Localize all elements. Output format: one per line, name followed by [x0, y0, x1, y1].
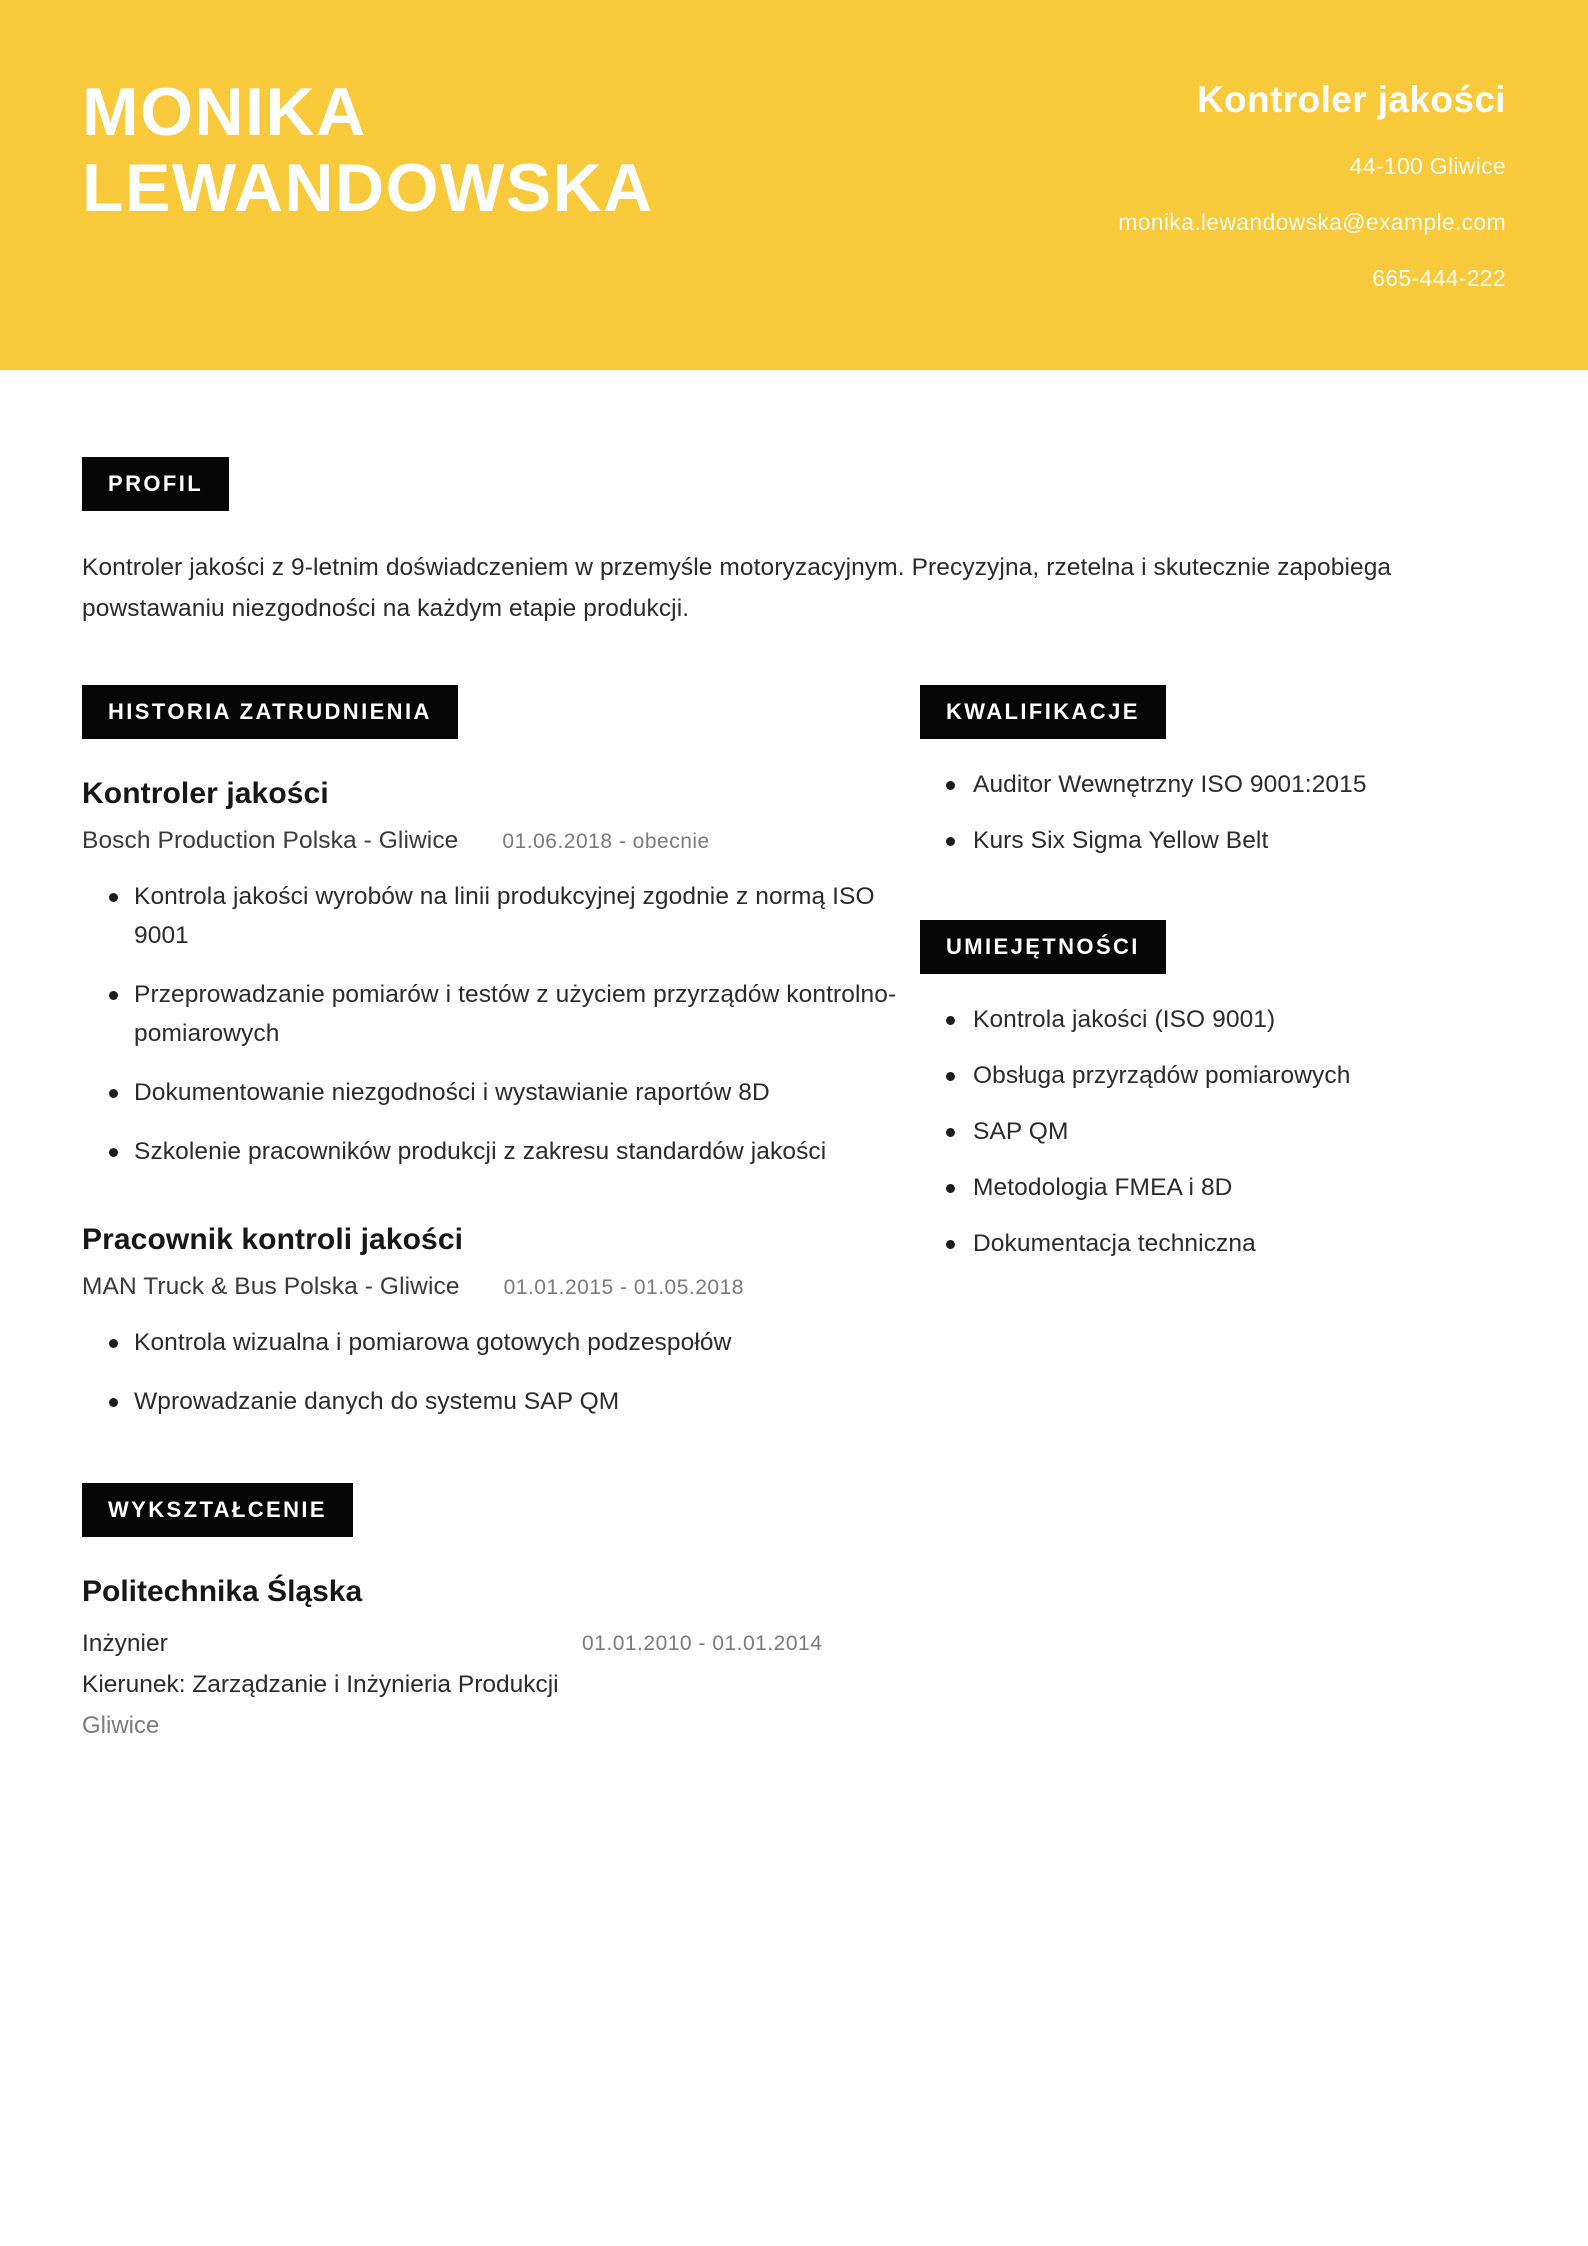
education-degree: Inżynier [82, 1630, 168, 1657]
experience-title: Pracownik kontroli jakości [82, 1223, 464, 1256]
experience-bullet-list [82, 877, 920, 1171]
section-qualifications [920, 685, 1506, 860]
name-line-last: LEWANDOWSKA [82, 150, 654, 226]
cv-content [0, 457, 1588, 1746]
contact-phone[interactable]: 665-444-222 [1372, 265, 1506, 291]
profile-text: Kontroler jakości z 9-letnim doświadczeniem w przemyśle motoryzacyjnym. Precyzyjna, rzetelna i skutecznie zapobiega powstawaniu niezgodności na każdym etapie produkcji. [82, 554, 1392, 622]
section-profile [82, 457, 1506, 629]
experience-organization: Bosch Production Polska - Gliwice [82, 827, 459, 854]
list-item: Kontrola wizualna i pomiarowa gotowych podzespołów [109, 1323, 920, 1362]
section-skills [920, 920, 1506, 1263]
job-title: Kontroler jakości [1196, 79, 1506, 120]
section-heading-education: WYKSZTAŁCENIE [82, 1483, 353, 1537]
contact-block [966, 60, 1506, 294]
candidate-name [82, 60, 654, 226]
cv-header [0, 0, 1588, 370]
experience-meta [82, 1273, 920, 1301]
list-item: Szkolenie pracowników produkcji z zakresu standardów jakości [109, 1132, 920, 1171]
education-entry [82, 1575, 920, 1746]
list-item: Metodologia FMEA i 8D [946, 1168, 1506, 1207]
list-item: Kurs Six Sigma Yellow Belt [946, 821, 1506, 860]
education-body [82, 1623, 920, 1746]
list-item: Przeprowadzanie pomiarów i testów z użyciem przyrządów kontrolno-pomiarowych [109, 975, 920, 1053]
education-date: 01.01.2010 - 01.01.2014 [582, 1632, 823, 1655]
name-line-first: MONIKA [82, 74, 367, 150]
two-column-layout [82, 685, 1506, 1746]
left-column [82, 685, 920, 1746]
section-education [82, 1483, 920, 1746]
skills-list [920, 1000, 1506, 1263]
list-item: Dokumentowanie niezgodności i wystawianie raportów 8D [109, 1073, 920, 1112]
education-details [82, 1623, 582, 1746]
section-heading-qualifications: KWALIFIKACJE [920, 685, 1166, 739]
education-school: Politechnika Śląska [82, 1575, 363, 1608]
education-city: Gliwice [82, 1712, 160, 1739]
right-column [920, 685, 1506, 1746]
list-item: Kontrola jakości wyrobów na linii produkcyjnej zgodnie z normą ISO 9001 [109, 877, 920, 955]
experience-entry [82, 1223, 920, 1421]
contact-address: 44-100 Gliwice [1349, 153, 1506, 179]
experience-organization: MAN Truck & Bus Polska - Gliwice [82, 1273, 460, 1300]
section-heading-skills: UMIEJĘTNOŚCI [920, 920, 1166, 974]
list-item: SAP QM [946, 1112, 1506, 1151]
experience-entry [82, 777, 920, 1171]
list-item: Wprowadzanie danych do systemu SAP QM [109, 1382, 920, 1421]
list-item: Auditor Wewnętrzny ISO 9001:2015 [946, 765, 1506, 804]
experience-date: 01.06.2018 - obecnie [502, 830, 710, 853]
list-item: Dokumentacja techniczna [946, 1224, 1506, 1263]
experience-date: 01.01.2015 - 01.05.2018 [503, 1276, 744, 1299]
experience-bullet-list [82, 1323, 920, 1421]
section-heading-experience: HISTORIA ZATRUDNIENIA [82, 685, 458, 739]
education-field: Kierunek: Zarządzanie i Inżynieria Produkcji [82, 1671, 559, 1698]
experience-title: Kontroler jakości [82, 777, 329, 810]
section-heading-profile: PROFIL [82, 457, 229, 511]
list-item: Obsługa przyrządów pomiarowych [946, 1056, 1506, 1095]
experience-meta [82, 827, 920, 855]
section-experience [82, 685, 920, 1421]
qualifications-list [920, 765, 1506, 860]
contact-email[interactable]: monika.lewandowska@example.com [1118, 209, 1506, 235]
list-item: Kontrola jakości (ISO 9001) [946, 1000, 1506, 1039]
